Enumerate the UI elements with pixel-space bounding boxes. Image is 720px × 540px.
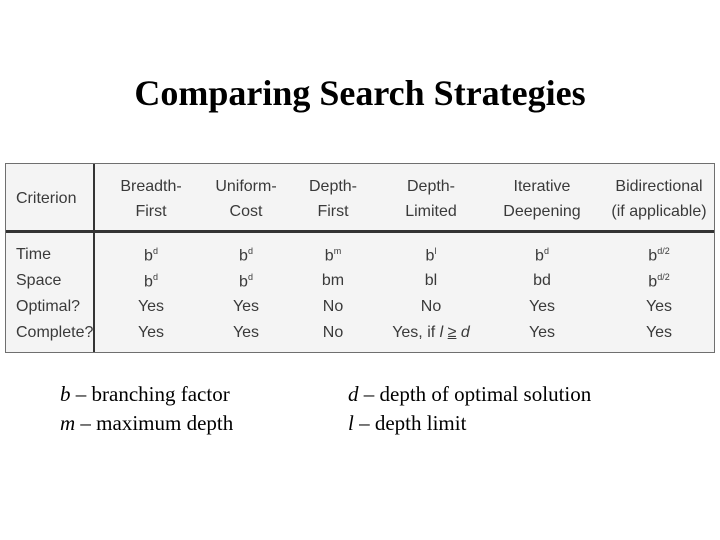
column-header-line2: Deepening [503,203,581,220]
table-cell: Yes [528,298,556,315]
table-cell: $b^{d/2}$ [648,246,670,265]
column-header-iterative-deepening [492,174,592,224]
column-header-line2: First [135,203,167,220]
table-cell: Yes [137,298,165,315]
table-cell: bd [533,272,551,289]
table-cell: $b^l$ [425,246,437,265]
criterion-header: Criterion [16,190,77,207]
column-header-line1: Uniform- [215,178,277,195]
column-header-line1: Depth- [406,178,456,195]
table-cell: $b^{d/2}$ [648,272,670,291]
legend-item-m: m – maximum depth [60,411,234,435]
table-cell: bm [321,272,345,289]
column-header-depth-first [283,174,383,224]
table-cell: No [322,298,344,315]
row-label-optimal: Optimal? [16,298,81,315]
table-cell: Yes [645,298,673,315]
legend-item-d: d – depth of optimal solution [348,382,592,406]
column-header-line2: Cost [229,203,263,220]
table-cell: Yes [232,324,260,341]
column-header-uniform-cost [196,174,296,224]
table-cell: $b^d$ [239,272,253,291]
table-cell: $b^m$ [324,246,342,265]
legend-item-b: b – branching factor [60,382,230,406]
column-header-line2: (if applicable) [611,203,707,220]
legend-left [60,380,233,438]
table-cell: Yes, if l ≥ d [392,324,470,341]
table-cell: No [420,298,442,315]
table-cell: Yes [232,298,260,315]
table-cell: $b^d$ [239,246,253,265]
row-label-space: Space [16,272,62,289]
table-cell: bl [424,272,438,289]
column-header-line1: Depth- [308,178,358,195]
table-cell: $b^d$ [535,246,549,265]
slide-title: Comparing Search Strategies [134,73,586,113]
legend-item-l: l – depth limit [348,411,467,435]
table-cell: Yes [137,324,165,341]
table-cell: $b^d$ [144,246,158,265]
comparison-table [5,163,715,353]
row-label-time: Time [16,246,51,263]
table-header-divider [6,230,714,233]
table-cell: $b^d$ [144,272,158,291]
column-header-line1: Breadth- [120,178,182,195]
row-label-complete: Complete? [16,324,94,341]
column-header-depth-limited [381,174,481,224]
column-header-line1: Iterative [513,178,571,195]
column-header-breadth-first [101,174,201,224]
column-header-bidirectional [604,174,714,224]
column-header-line2: First [317,203,349,220]
table-cell: Yes [645,324,673,341]
column-header-line1: Bidirectional [615,178,703,195]
table-cell: Yes [528,324,556,341]
column-header-line2: Limited [405,203,457,220]
table-cell: No [322,324,344,341]
legend-right [348,380,591,438]
